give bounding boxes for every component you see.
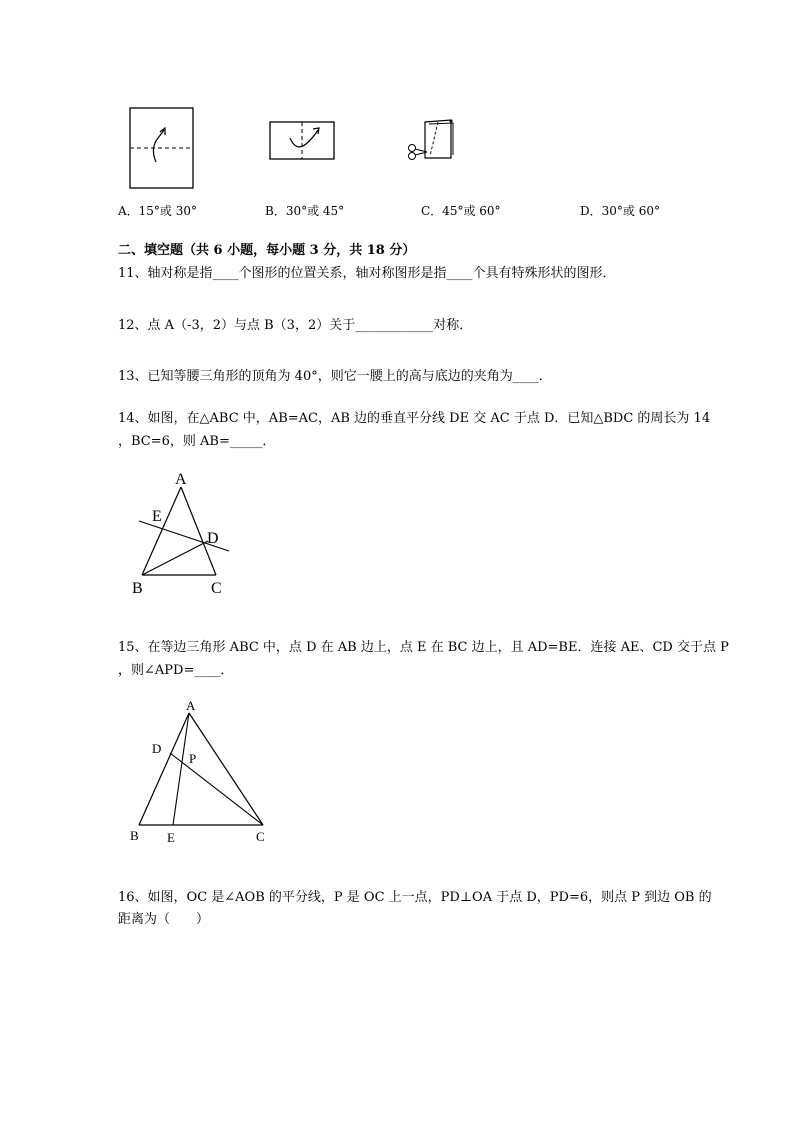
- label-e: E: [167, 830, 175, 845]
- choice-b: B．30°或 45°: [265, 204, 345, 218]
- question-15-line-2: ，则∠APD=____．: [118, 663, 234, 678]
- label-a: A: [175, 471, 187, 488]
- question-16-line-1: 16、如图，OC 是∠AOB 的平分线，P 是 OC 上一点，PD⊥OA 于点 D，PD=6，则点 P 到边 OB 的: [118, 890, 712, 905]
- folding-figure-2: [270, 122, 334, 159]
- label-d: D: [207, 530, 219, 547]
- label-d: D: [152, 741, 162, 756]
- label-c: C: [211, 580, 222, 597]
- label-b: B: [130, 828, 139, 843]
- segment-ab: [142, 487, 181, 575]
- choice-d: D．30°或 60°: [580, 204, 660, 218]
- folding-figures: [120, 100, 480, 195]
- question-15-line-1: 15、在等边三角形 ABC 中，点 D 在 AB 边上，点 E 在 BC 边上，且 AD=BE．连接 AE、CD 交于点 P: [118, 640, 729, 655]
- question-14-line-2: ，BC=6，则 AB=_____．: [118, 434, 276, 449]
- segment-ac: [189, 713, 263, 825]
- figure-q15: [125, 695, 285, 850]
- folding-figure-1: [130, 108, 193, 188]
- question-13: 13、已知等腰三角形的顶角为 40°，则它一腰上的高与底边的夹角为____．: [118, 369, 552, 384]
- choice-c: C．45°或 60°: [421, 204, 501, 218]
- section-heading: 二、填空题（共 6 小题，每小题 3 分，共 18 分）: [118, 243, 416, 258]
- segment-bd: [142, 541, 208, 575]
- segment-cd: [170, 753, 263, 825]
- label-b: B: [132, 580, 143, 597]
- choice-a: A．15°或 30°: [118, 204, 198, 218]
- label-e: E: [152, 508, 162, 525]
- question-14-line-1: 14、如图，在△ABC 中，AB=AC，AB 边的垂直平分线 DE 交 AC 于点 D．已知△BDC 的周长为 14: [118, 411, 711, 426]
- label-c: C: [256, 829, 265, 844]
- question-16-line-2: 距离为（ ）: [118, 912, 210, 927]
- label-a: A: [186, 698, 196, 713]
- label-p: P: [189, 751, 197, 766]
- figure-q14: [125, 465, 245, 600]
- question-12: 12、点 A（-3，2）与点 B（3，2）关于____________对称．: [118, 318, 473, 333]
- question-11: 11、轴对称是指____个图形的位置关系，轴对称图形是指____个具有特殊形状的图形．: [118, 266, 616, 281]
- folding-figure-3: [409, 120, 454, 160]
